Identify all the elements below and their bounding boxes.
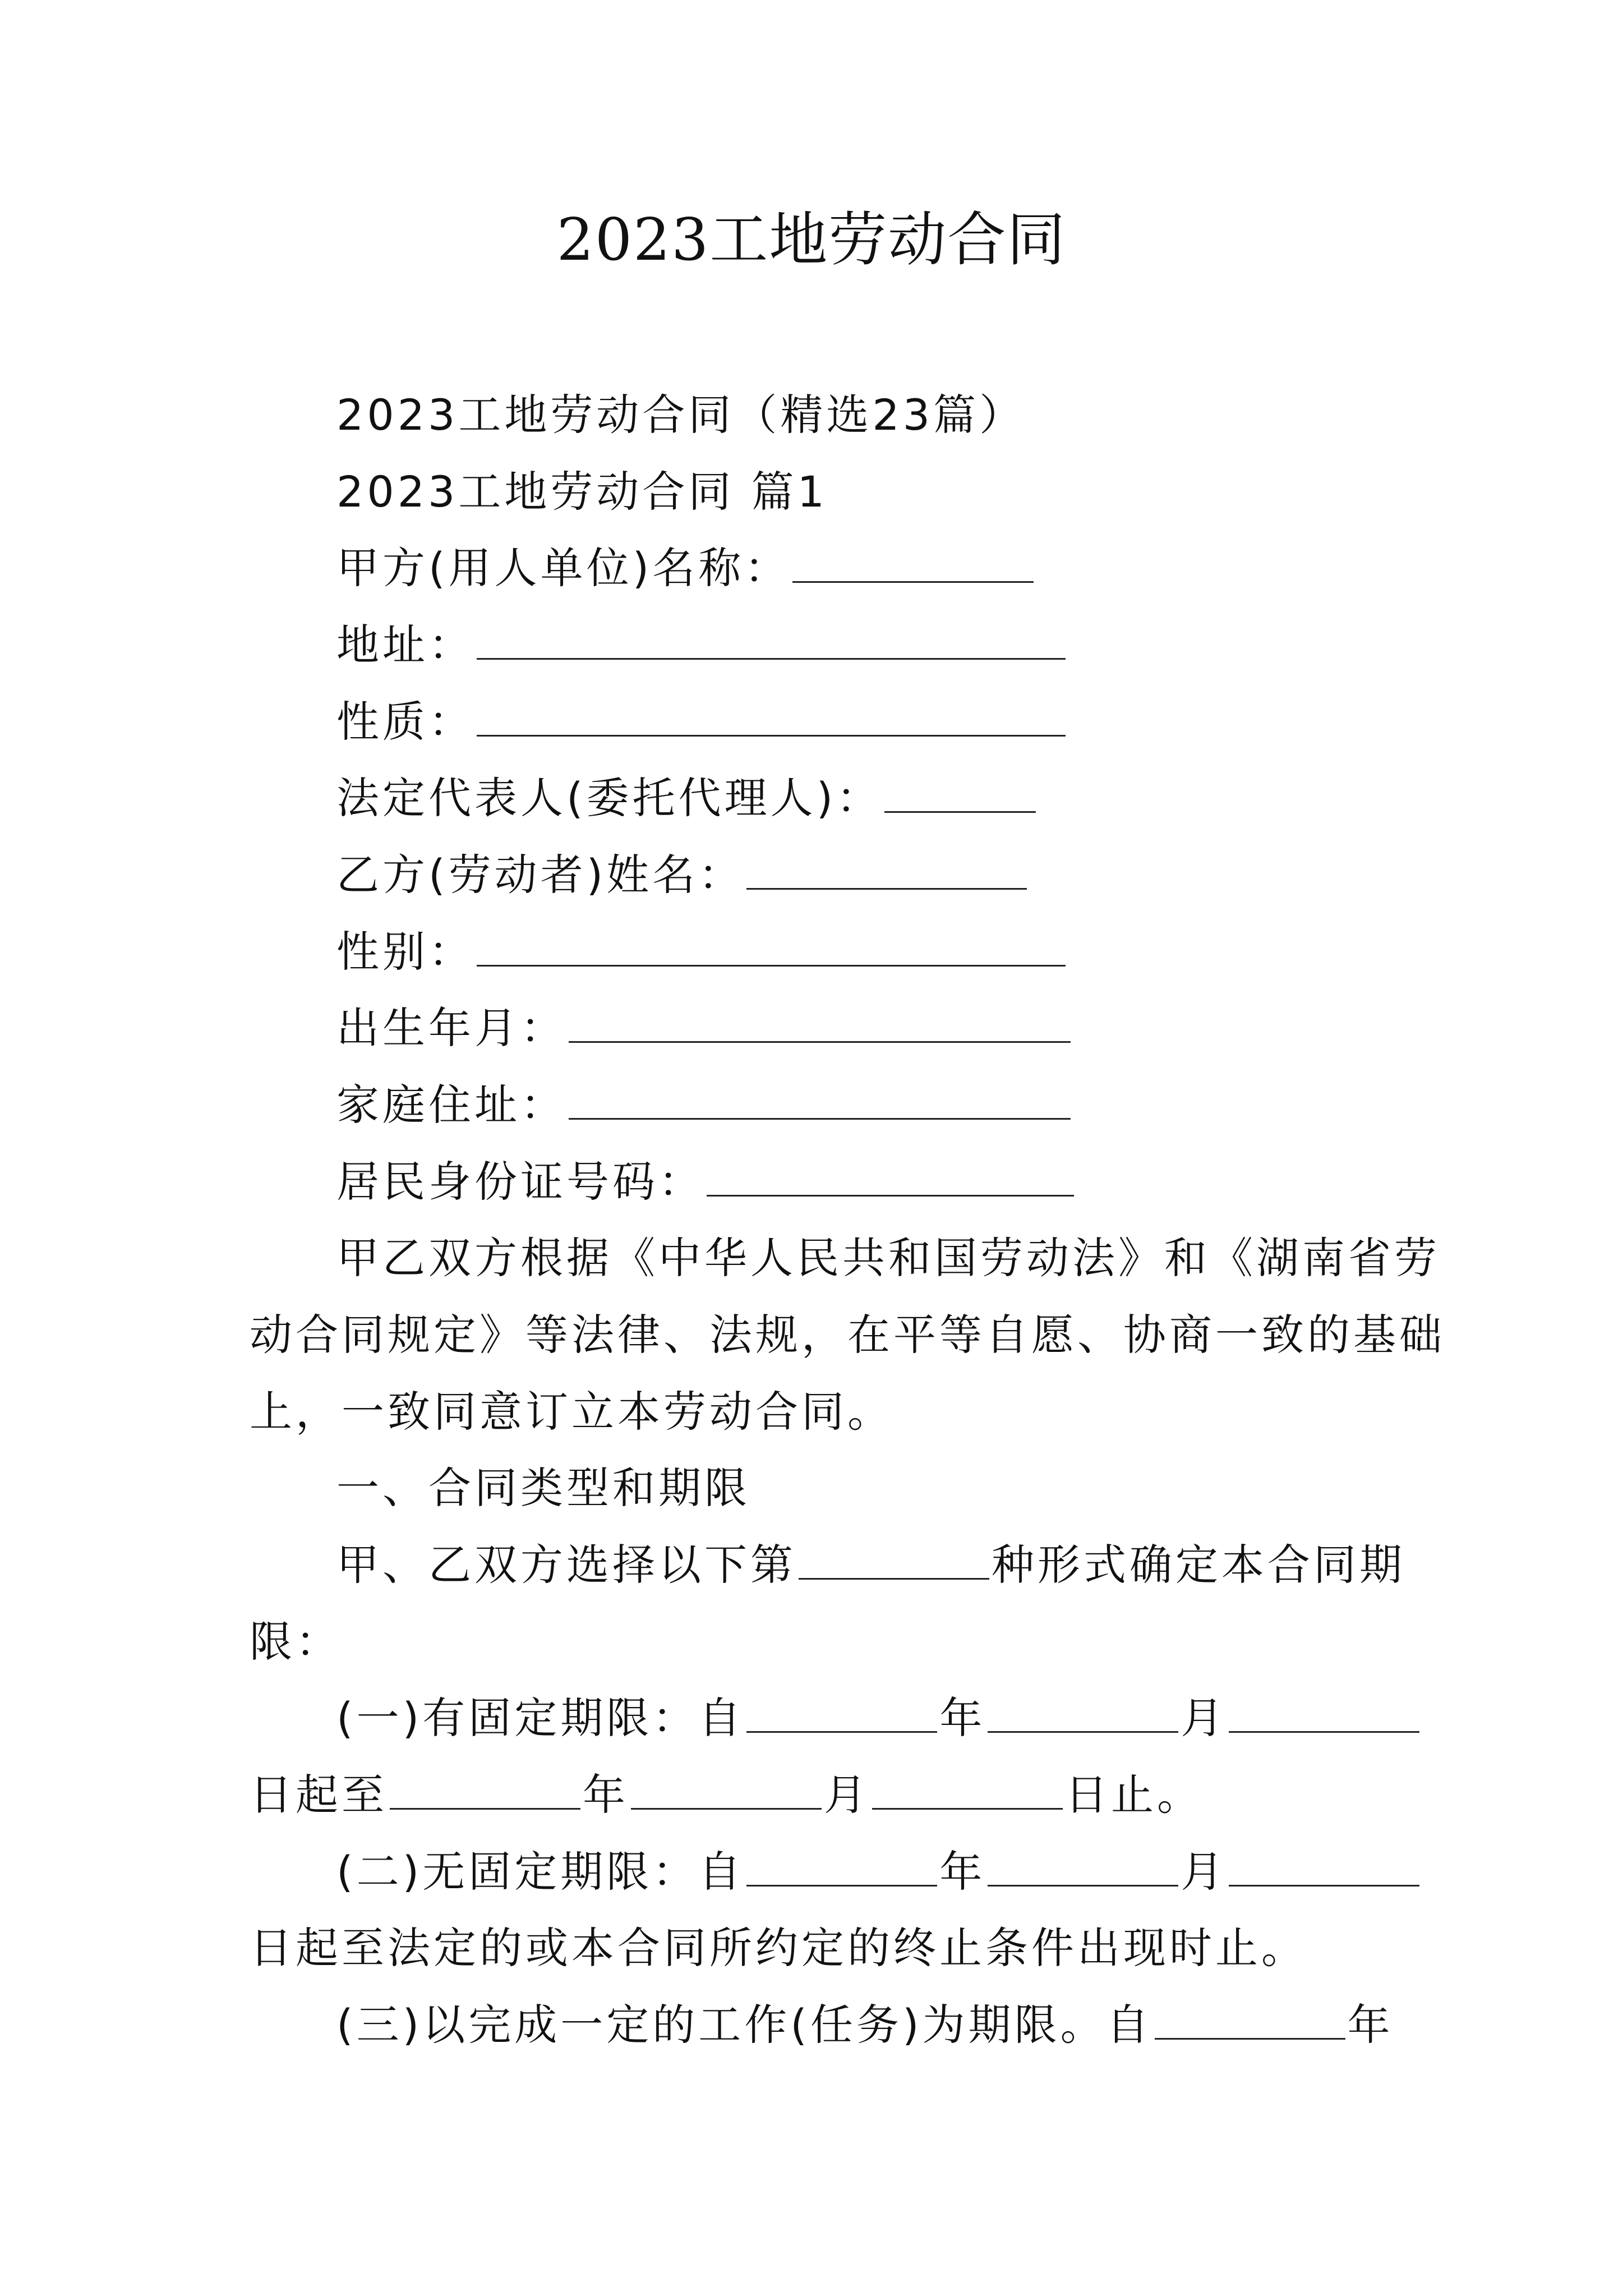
legal-rep-row <box>336 767 1038 829</box>
fixed-start-year-blank[interactable] <box>746 1688 937 1733</box>
id-number-blank[interactable] <box>707 1152 1074 1197</box>
month-label: 月 <box>824 1770 870 1820</box>
paragraph-2-text-a: 甲、乙双方选择以下第 <box>336 1540 796 1590</box>
fixed-start-day-blank[interactable] <box>1229 1688 1419 1733</box>
paragraph-1-line-2-text: 动合同规定》等法律、法规，在平等自愿、协商一致的基础 <box>250 1310 1445 1360</box>
address-label: 地址： <box>336 620 474 670</box>
year-label: 年 <box>1347 2000 1394 2050</box>
open-term-line-2 <box>250 1917 1307 1979</box>
open-start-month-blank[interactable] <box>988 1842 1178 1887</box>
fixed-start-month-blank[interactable] <box>988 1688 1178 1733</box>
fixed-term-line-1 <box>336 1687 1422 1749</box>
fixed-term-line-2 <box>250 1764 1203 1826</box>
birth-label: 出生年月： <box>336 1003 566 1053</box>
fixed-term-label: (一)有固定期限：自 <box>336 1693 745 1743</box>
section-1-heading-text: 一、合同类型和期限 <box>336 1463 750 1513</box>
year-label: 年 <box>583 1770 629 1820</box>
paragraph-2-text-b: 种形式确定本合同期 <box>992 1540 1405 1590</box>
subtitle-line <box>336 384 1025 446</box>
address-blank[interactable] <box>477 615 1066 660</box>
task-term-label: (三)以完成一定的工作(任务)为期限。自 <box>336 2000 1152 2050</box>
open-term-label: (二)无固定期限：自 <box>336 1847 745 1897</box>
paragraph-1-line-1-text: 甲乙双方根据《中华人民共和国劳动法》和《湖南省劳 <box>336 1233 1440 1283</box>
contract-form-blank[interactable] <box>799 1535 989 1580</box>
task-start-year-blank[interactable] <box>1155 1995 1345 2040</box>
paragraph-1-line-3-text: 上，一致同意订立本劳动合同。 <box>250 1387 893 1437</box>
fixed-end-month-blank[interactable] <box>631 1765 822 1810</box>
home-address-row <box>336 1074 1073 1136</box>
id-number-row <box>336 1151 1076 1213</box>
subtitle-text: 2023工地劳动合同（精选23篇） <box>336 390 1026 440</box>
paragraph-2-line-2 <box>250 1611 342 1673</box>
month-label: 月 <box>1181 1847 1227 1897</box>
fixed-end-day-blank[interactable] <box>872 1765 1063 1810</box>
paragraph-1-line-2 <box>250 1304 1445 1366</box>
nature-row <box>336 691 1068 753</box>
month-label: 月 <box>1181 1693 1227 1743</box>
task-term-line-1 <box>336 1994 1394 2056</box>
home-address-blank[interactable] <box>569 1075 1071 1120</box>
year-label: 年 <box>939 1693 986 1743</box>
year-label: 年 <box>939 1847 986 1897</box>
party-a-name-row <box>336 537 1036 599</box>
nature-label: 性质： <box>336 697 474 747</box>
party-b-name-blank[interactable] <box>746 845 1027 890</box>
fixed-end-year-blank[interactable] <box>390 1765 580 1810</box>
party-b-name-label: 乙方(劳动者)姓名： <box>336 850 745 900</box>
paragraph-2-line-2-text: 限： <box>250 1617 342 1667</box>
gender-row <box>336 921 1068 983</box>
legal-rep-blank[interactable] <box>884 769 1036 813</box>
birth-blank[interactable] <box>569 999 1071 1043</box>
section-1-heading <box>336 1457 750 1519</box>
id-number-label: 居民身份证号码： <box>336 1157 704 1207</box>
party-a-name-label: 甲方(用人单位)名称： <box>336 543 791 593</box>
address-row <box>336 614 1068 676</box>
open-start-year-blank[interactable] <box>746 1842 937 1887</box>
gender-blank[interactable] <box>477 922 1066 967</box>
paragraph-1-line-1 <box>336 1227 1440 1289</box>
document-title: 2023工地劳动合同 <box>556 205 1067 274</box>
legal-rep-label: 法定代表人(委托代理人)： <box>336 773 883 823</box>
part-heading <box>336 461 828 523</box>
party-b-name-row <box>336 844 1029 906</box>
open-start-day-blank[interactable] <box>1229 1842 1419 1887</box>
open-term-line-2-text: 日起至法定的或本合同所约定的终止条件出现时止。 <box>250 1923 1307 1973</box>
home-address-label: 家庭住址： <box>336 1080 566 1130</box>
party-a-name-blank[interactable] <box>792 539 1034 583</box>
paragraph-2-line-1 <box>336 1534 1405 1596</box>
nature-blank[interactable] <box>477 692 1066 737</box>
paragraph-1-line-3 <box>250 1381 893 1443</box>
birth-row <box>336 997 1073 1059</box>
day-from-label: 日起至 <box>250 1770 388 1820</box>
open-term-line-1 <box>336 1841 1422 1903</box>
gender-label: 性别： <box>336 927 474 977</box>
part-heading-text: 2023工地劳动合同 篇1 <box>336 467 828 517</box>
day-end-label: 日止。 <box>1065 1770 1203 1820</box>
